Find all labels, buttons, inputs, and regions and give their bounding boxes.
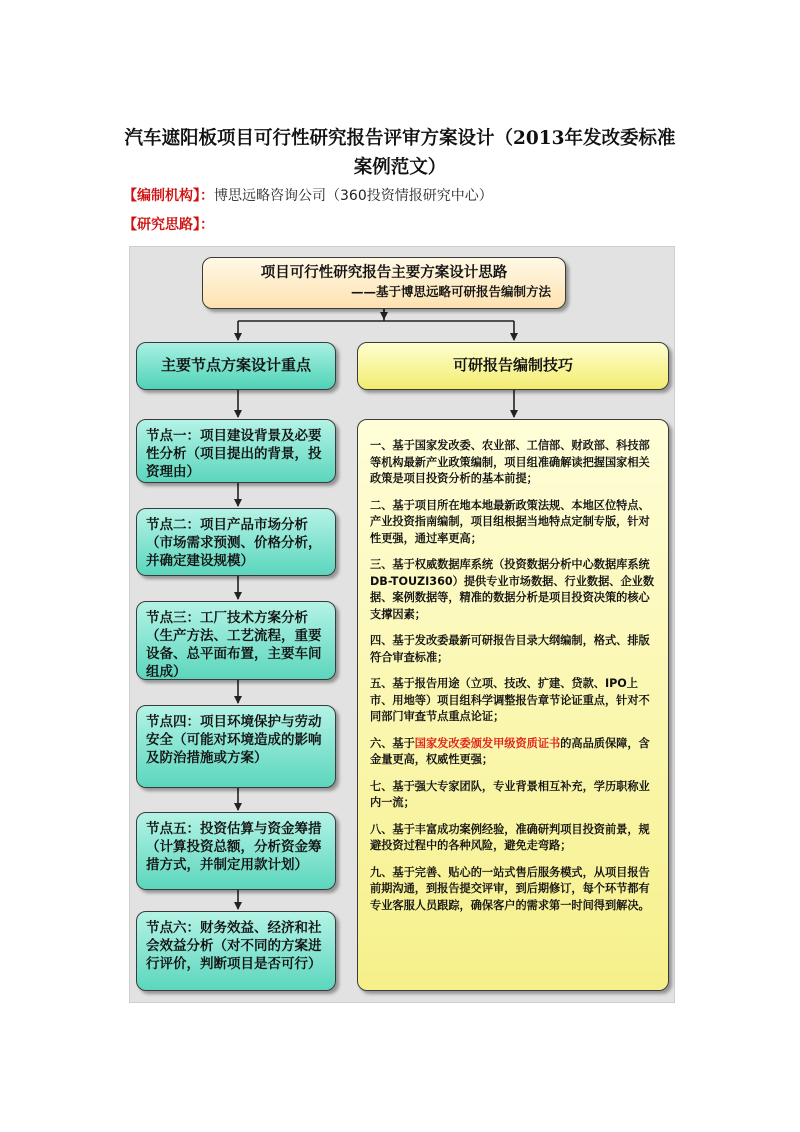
technique-6-highlight: 国家发改委颁发甲级资质证书 (414, 736, 561, 750)
node-3-box: 节点三：工厂技术方案分析（生产方法、工艺流程，重要设备、总平面布置，主要车间组成） (136, 601, 336, 680)
technique-6-suffix: 的高品质保障，含金量更高，权威性更强； (370, 736, 650, 766)
node-5-box: 节点五：投资估算与资金筹措（计算投资总额，分析资金筹措方式，并制定用款计划） (136, 812, 336, 890)
title-line-1: 汽车遮阳板项目可行性研究报告评审方案设计（2013年发改委标准 (124, 128, 676, 149)
main-approach-subtitle: ——基于博思远略可研报告编制方法 (350, 284, 551, 299)
technique-6 (370, 736, 658, 769)
technique-7: 七、基于强大专家团队，专业背景相互补充，学历职称业内一流； (370, 779, 650, 809)
org-label: 【编制机构】： (123, 188, 214, 204)
node-2-box: 节点二：项目产品市场分析（市场需求预测、价格分析，并确定建设规模） (136, 508, 336, 576)
title-line-2: 案例范文） (353, 157, 447, 178)
org-line (123, 186, 493, 206)
approach-line (123, 215, 214, 235)
node-6-box: 节点六：财务效益、经济和社会效益分析（对不同的方案进行评价，判断项目是否可行） (136, 911, 336, 991)
technique-3: 三、基于权威数据库系统（投资数据分析中心数据库系统DB-TOUZI360）提供专业市场数据、行业数据、企业数据、案例数据等，精准的数据分析是项目投资决策的核心支撑因素； (370, 558, 655, 621)
node-1-box: 节点一：项目建设背景及必要性分析（项目提出的背景，投资理由） (136, 419, 336, 483)
approach-label: 【研究思路】： (123, 217, 214, 233)
node-focus-header: 主要节点方案设计重点 (136, 342, 336, 390)
node-4-box: 节点四：项目环境保护与劳动安全（可能对环境造成的影响及防治措施或方案） (136, 705, 336, 788)
technique-2: 二、基于项目所在地本地最新政策法规、本地区位特点、产业投资指南编制，项目组根据当地特点定制专版，针对性更强，通过率更高； (370, 498, 650, 545)
technique-4: 四、基于发改委最新可研报告目录大纲编制，格式、排版符合审查标准； (370, 634, 650, 664)
technique-8: 八、基于丰富成功案例经验，准确研判项目投资前景，规避投资过程中的各种风险，避免走弯路； (370, 822, 650, 852)
technique-5: 五、基于报告用途（立项、技改、扩建、贷款、IPO上市、用地等）项目组科学调整报告章节论证重点，针对不同部门审查节点重点论证； (370, 677, 650, 723)
main-approach-title: 项目可行性研究报告主要方案设计思路 (260, 265, 508, 281)
document-title (110, 124, 690, 182)
technique-6-prefix: 六、基于 (370, 736, 415, 750)
techniques-box (357, 419, 669, 991)
main-approach-box (202, 257, 566, 309)
technique-1: 一、基于国家发改委、农业部、工信部、财政部、科技部等机构最新产业政策编制，项目组准确解读把握国家相关政策是项目投资分析的基本前提； (370, 439, 650, 485)
technique-9: 九、基于完善、贴心的一站式售后服务模式，从项目报告前期沟通，到报告提交评审，到后期修订，每个环节都有专业客服人员跟踪，确保客户的需求第一时间得到解决。 (370, 865, 650, 912)
flow-diagram (129, 246, 675, 1003)
org-value: 博思远略咨询公司（360投资情报研究中心） (214, 188, 493, 204)
techniques-header: 可研报告编制技巧 (357, 342, 669, 390)
